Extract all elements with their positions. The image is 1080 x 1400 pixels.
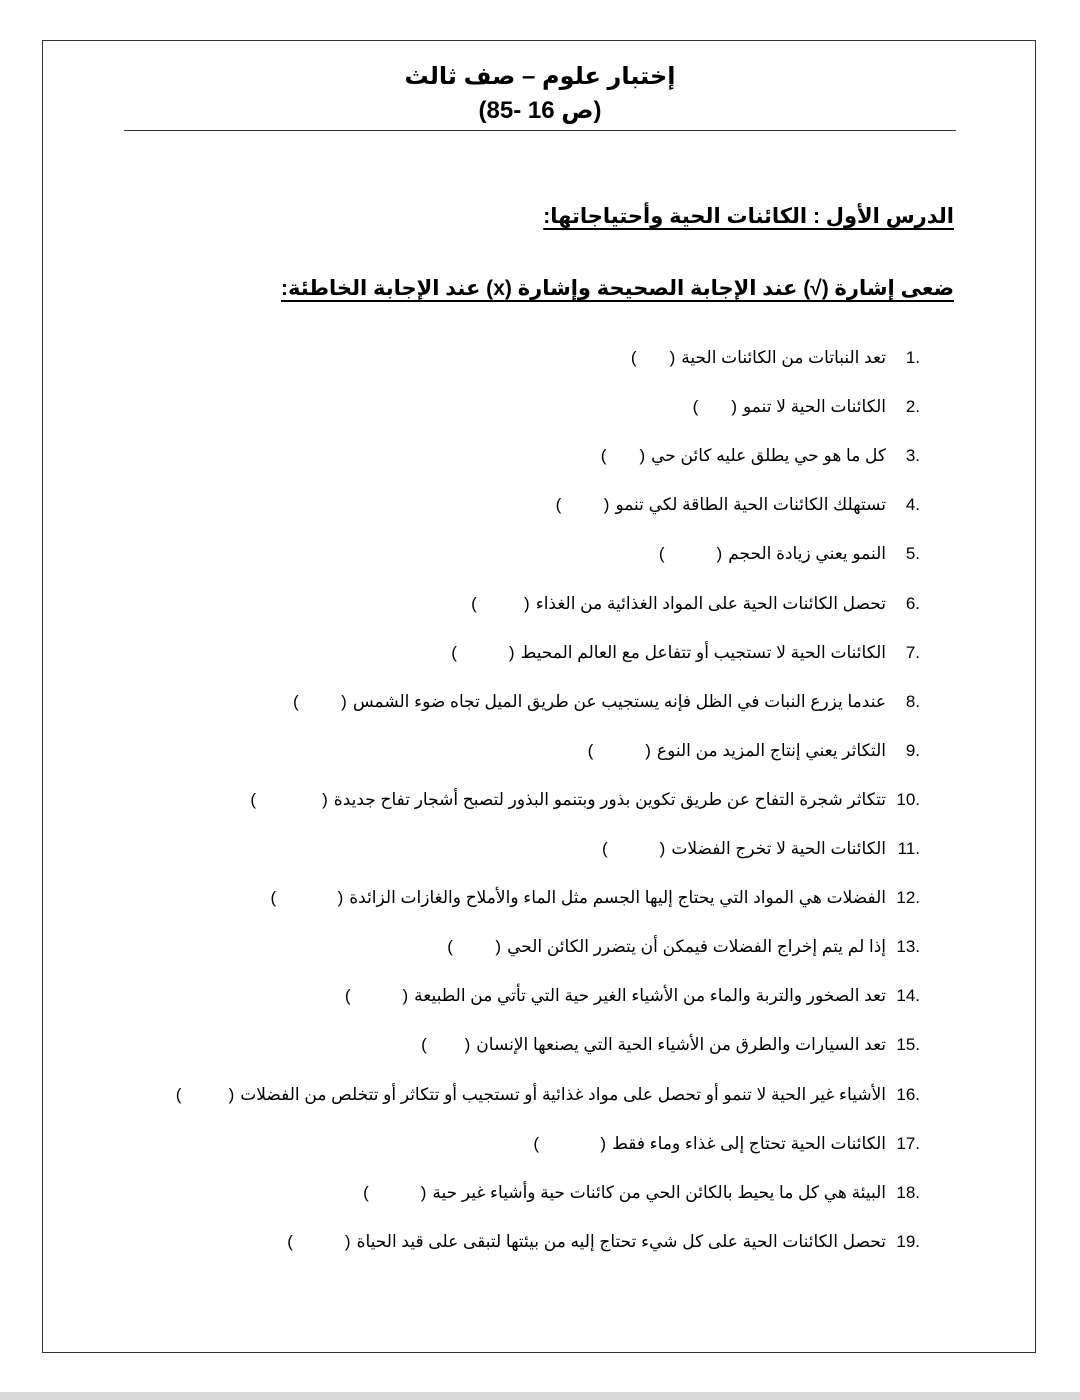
question-number: 7. — [905, 643, 920, 662]
question-item — [659, 539, 920, 569]
question-text: الكائنات الحية لا تنمو — [743, 397, 886, 416]
question-number: 4. — [905, 495, 920, 514]
question-number: 15. — [896, 1035, 920, 1054]
question-item — [471, 589, 920, 619]
question-item — [363, 1178, 920, 1208]
answer-blank[interactable]: ( ) — [602, 839, 666, 858]
answer-blank[interactable]: ( ) — [250, 790, 328, 809]
answer-blank[interactable]: ( ) — [587, 741, 651, 760]
question-item — [287, 1227, 920, 1257]
question-text: الكائنات الحية تحتاج إلى غذاء وماء فقط — [612, 1134, 886, 1153]
question-text: عندما يزرع النبات في الظل فإنه يستجيب عن طريق الميل تجاه ضوء الشمس — [352, 692, 886, 711]
question-item — [447, 932, 920, 962]
page-range: (ص 16 -85) — [478, 97, 602, 124]
question-text: تعد السيارات والطرق من الأشياء الحية التي يصنعها الإنسان — [476, 1035, 886, 1054]
instruction-text: ضعى إشارة (√) عند الإجابة الصحيحة وإشارة (x) عند الإجابة الخاطئة: — [280, 277, 954, 300]
question-number: 1. — [905, 348, 920, 367]
question-number: 5. — [905, 544, 920, 563]
question-item — [176, 1080, 920, 1110]
answer-blank[interactable]: ( ) — [287, 1232, 351, 1251]
question-number: 2. — [905, 397, 920, 416]
lesson-title: الدرس الأول : الكائنات الحية وأحتياجاتها: — [543, 205, 954, 228]
question-item — [631, 343, 920, 373]
question-item — [693, 392, 920, 422]
answer-blank[interactable]: ( ) — [175, 1085, 235, 1104]
question-number: 12. — [896, 888, 920, 907]
answer-blank[interactable]: ( ) — [692, 397, 738, 416]
question-text: الفضلات هي المواد التي يحتاج إليها الجسم مثل الماء والأملاح والغازات الزائدة — [349, 888, 886, 907]
question-text: التكاثر يعني إنتاج المزيد من النوع — [656, 741, 886, 760]
question-text: تعد الصخور والتربة والماء من الأشياء الغير حية التي تأتي من الطبيعة — [414, 986, 886, 1005]
answer-blank[interactable]: ( ) — [421, 1035, 471, 1054]
question-number: 16. — [896, 1085, 920, 1104]
question-text: الكائنات الحية لا تخرج الفضلات — [671, 839, 886, 858]
question-item — [271, 883, 920, 913]
question-item — [602, 834, 920, 864]
header-divider — [124, 130, 956, 131]
question-text: كل ما هو حي يطلق عليه كائن حي — [651, 446, 886, 465]
answer-blank[interactable]: ( ) — [292, 692, 347, 711]
answer-blank[interactable]: ( ) — [555, 495, 610, 514]
question-item — [556, 490, 920, 520]
question-text: تستهلك الكائنات الحية الطاقة لكي تنمو — [615, 495, 886, 514]
question-number: 11. — [897, 839, 920, 858]
question-number: 8. — [905, 692, 920, 711]
question-item — [451, 638, 920, 668]
answer-blank[interactable]: ( ) — [344, 986, 409, 1005]
question-text: النمو يعني زيادة الحجم — [728, 544, 886, 563]
answer-blank[interactable]: ( ) — [451, 643, 515, 662]
question-number: 13. — [896, 937, 920, 956]
question-number: 10. — [896, 790, 920, 809]
question-text: الكائنات الحية لا تستجيب أو تتفاعل مع العالم المحيط — [520, 643, 886, 662]
question-text: تتكاثر شجرة التفاح عن طريق تكوين بذور وبتنمو البذور لتصبح أشجار تفاح جديدة — [333, 790, 886, 809]
answer-blank[interactable]: ( ) — [471, 594, 530, 613]
question-item — [588, 736, 920, 766]
page-bottom-edge — [0, 1392, 1080, 1400]
answer-blank[interactable]: ( ) — [600, 446, 646, 465]
question-text: تحصل الكائنات الحية على المواد الغذائية من الغذاء — [535, 594, 886, 613]
question-text: الأشياء غير الحية لا تنمو أو تحصل على مواد غذائية أو تستجيب أو تتكاثر أو تتخلص من الفضلات — [240, 1085, 886, 1104]
question-item — [533, 1129, 920, 1159]
question-item — [293, 687, 920, 717]
question-number: 19. — [896, 1232, 920, 1251]
exam-title: إختبار علوم – صف ثالث — [404, 63, 676, 90]
question-item — [601, 441, 920, 471]
answer-blank[interactable]: ( ) — [658, 544, 723, 563]
question-number: 18. — [896, 1183, 920, 1202]
question-number: 14. — [896, 986, 920, 1005]
answer-blank[interactable]: ( ) — [363, 1183, 427, 1202]
question-text: البيئة هي كل ما يحيط بالكائن الحي من كائنات حية وأشياء غير حية — [432, 1183, 886, 1202]
answer-blank[interactable]: ( ) — [533, 1134, 607, 1153]
question-number: 3. — [905, 446, 920, 465]
question-number: 9. — [905, 741, 920, 760]
question-text: إذا لم يتم إخراج الفضلات فيمكن أن يتضرر الكائن الحي — [507, 937, 886, 956]
question-text: تعد النباتات من الكائنات الحية — [681, 348, 886, 367]
question-number: 17. — [896, 1134, 920, 1153]
question-number: 6. — [905, 594, 920, 613]
answer-blank[interactable]: ( ) — [447, 937, 502, 956]
answer-blank[interactable]: ( ) — [630, 348, 676, 367]
question-item — [250, 785, 920, 815]
answer-blank[interactable]: ( ) — [270, 888, 344, 907]
question-item — [345, 981, 920, 1011]
question-item — [421, 1030, 920, 1060]
question-text: تحصل الكائنات الحية على كل شيء تحتاج إليه من بيئتها لتبقى على قيد الحياة — [356, 1232, 886, 1251]
